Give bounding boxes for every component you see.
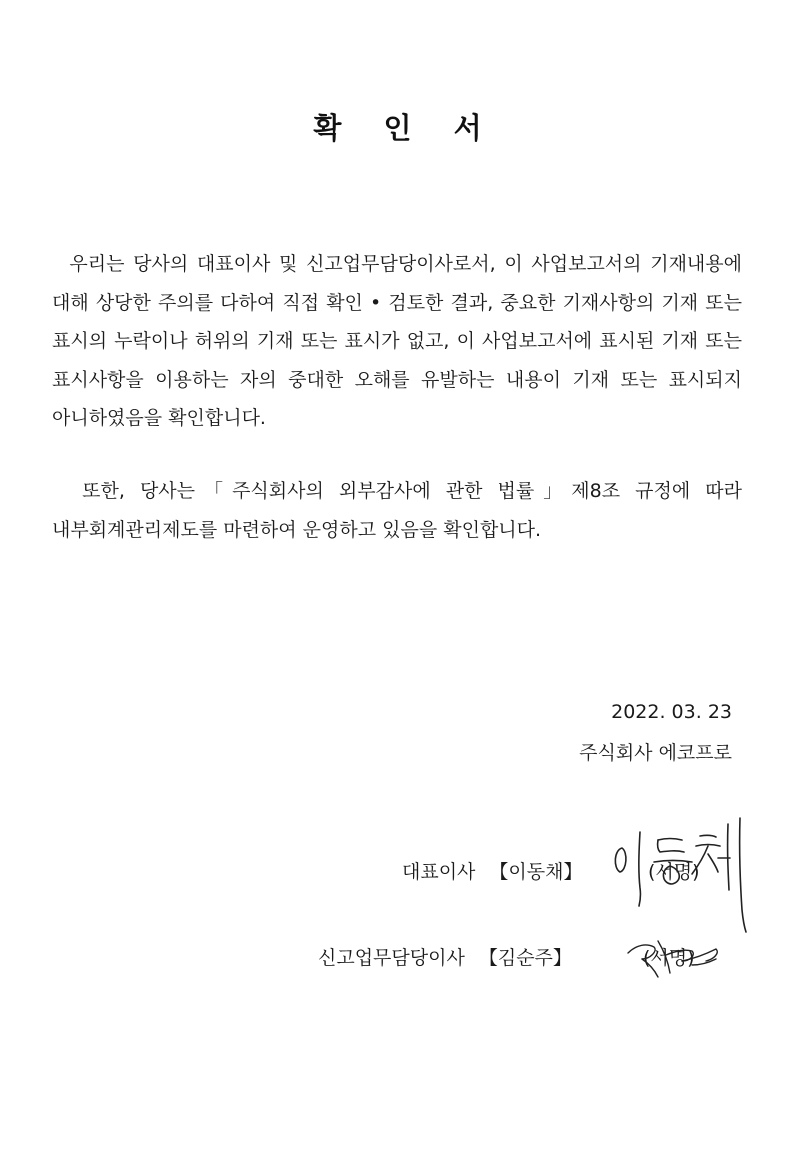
confirmation-paragraph-1: 우리는 당사의 대표이사 및 신고업무담당이사로서, 이 사업보고서의 기재내용에 대해 상당한 주의를 다하여 직접 확인 • 검토한 결과, 중요한 기재사항의 기재 또는 표시의 누락이나 허위의 기재 또는 표시가 없고, 이 사업보고서에 표시된 기재 또는 표시사항을 이용하는 자의 중대한 오해를 유발하는 내용이 기재 또는 표시되지 아니하였음을 확인합니다. bbox=[52, 253, 742, 429]
signature-label: (서명) bbox=[643, 947, 695, 969]
signatory-role: 대표이사 bbox=[402, 861, 476, 883]
signatory-role: 신고업무담당이사 bbox=[318, 947, 465, 969]
document-title: 확 인 서 bbox=[313, 111, 498, 145]
document-date: 2022. 03. 23 bbox=[611, 701, 732, 723]
signatory-ceo bbox=[402, 857, 700, 884]
signatory-name: 【김순주】 bbox=[478, 947, 572, 969]
signatory-name: 【이동채】 bbox=[489, 861, 583, 883]
company-name: 주식회사 에코프로 bbox=[579, 742, 732, 764]
signatory-reporting-director bbox=[318, 943, 695, 970]
confirmation-paragraph-2: 또한, 당사는「주식회사의 외부감사에 관한 법률」제8조 규정에 따라 내부회계관리제도를 마련하여 운영하고 있음을 확인합니다. bbox=[52, 480, 742, 541]
signature-label: (서명) bbox=[648, 861, 700, 883]
